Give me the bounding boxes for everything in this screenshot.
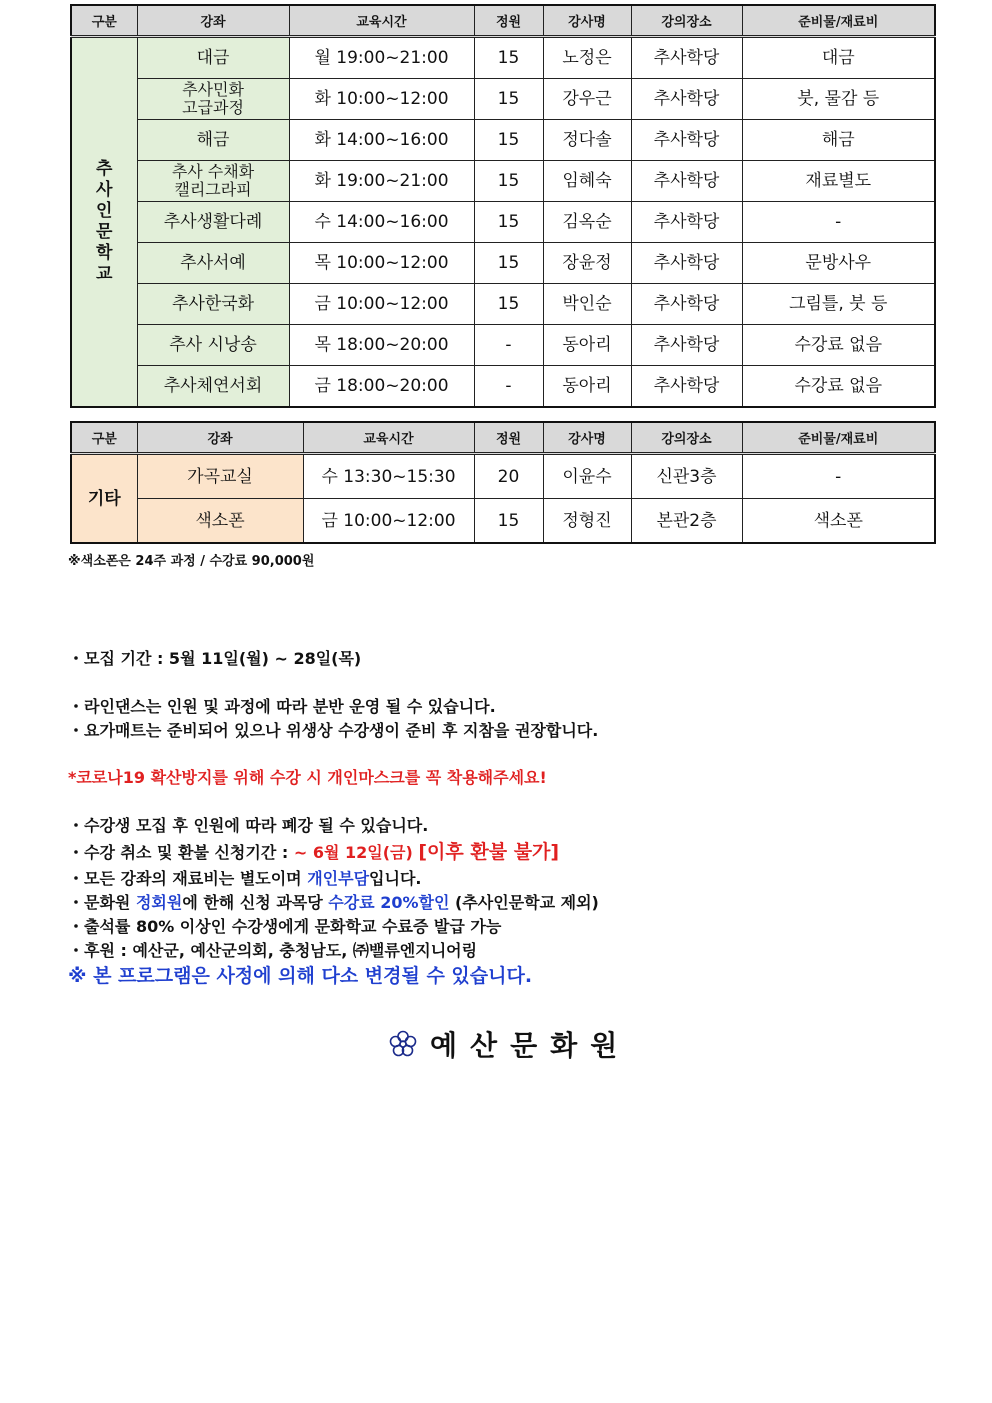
course-instructor: 동아리 <box>543 366 631 408</box>
header-place: 강의장소 <box>631 5 742 37</box>
course-capacity: - <box>474 366 543 408</box>
course-capacity: 15 <box>474 120 543 161</box>
course-time: 수 13:30~15:30 <box>303 454 474 499</box>
header-time: 교육시간 <box>303 422 474 454</box>
table-row <box>71 499 935 544</box>
table-row <box>71 284 935 325</box>
header-category: 구분 <box>71 422 137 454</box>
course-time: 화 10:00~12:00 <box>289 79 474 120</box>
course-time: 목 18:00~20:00 <box>289 325 474 366</box>
course-capacity: 20 <box>474 454 543 499</box>
notice-closure: ・수강생 모집 후 인원에 따라 폐강 될 수 있습니다. <box>68 816 429 835</box>
course-materials: 색소폰 <box>742 499 935 544</box>
course-instructor: 강우근 <box>543 79 631 120</box>
table-row <box>71 454 935 499</box>
notice-member-discount: ・문화원 정회원에 한해 신청 과목당 수강료 20%할인 (추사인문학교 제외) <box>68 893 599 912</box>
notice-line-dance: ・라인댄스는 인원 및 과정에 따라 분반 운영 될 수 있습니다. <box>68 697 496 716</box>
table-row <box>71 79 935 120</box>
course-instructor: 김옥순 <box>543 202 631 243</box>
notice-attendance: ・출석률 80% 이상인 수강생에게 문화학교 수료증 발급 가능 <box>68 917 502 936</box>
header-place: 강의장소 <box>631 422 742 454</box>
course-capacity: 15 <box>474 79 543 120</box>
course-name: 대금 <box>137 37 289 79</box>
header-course: 강좌 <box>137 422 303 454</box>
course-time: 금 18:00~20:00 <box>289 366 474 408</box>
course-materials: 수강료 없음 <box>742 325 935 366</box>
course-time: 금 10:00~12:00 <box>303 499 474 544</box>
category-chusa-humanities: 추 사 인 문 학 교 <box>71 37 137 408</box>
course-instructor: 임혜숙 <box>543 161 631 202</box>
course-instructor: 장윤정 <box>543 243 631 284</box>
course-capacity: 15 <box>474 161 543 202</box>
course-materials: 붓, 물감 등 <box>742 79 935 120</box>
course-name: 해금 <box>137 120 289 161</box>
course-name: 추사생활다례 <box>137 202 289 243</box>
course-materials: 그림틀, 붓 등 <box>742 284 935 325</box>
course-time: 목 10:00~12:00 <box>289 243 474 284</box>
course-place: 추사학당 <box>631 202 742 243</box>
notice-change: ※ 본 프로그램은 사정에 의해 다소 변경될 수 있습니다. <box>68 965 533 987</box>
header-instructor: 강사명 <box>543 5 631 37</box>
course-time: 금 10:00~12:00 <box>289 284 474 325</box>
category-other: 기타 <box>71 454 137 544</box>
course-instructor: 정형진 <box>543 499 631 544</box>
course-capacity: 15 <box>474 243 543 284</box>
course-materials: 수강료 없음 <box>742 366 935 408</box>
course-materials: 문방사우 <box>742 243 935 284</box>
course-table-other <box>70 421 936 544</box>
course-name: 추사한국화 <box>137 284 289 325</box>
course-place: 추사학당 <box>631 284 742 325</box>
course-materials: - <box>742 454 935 499</box>
course-materials: 대금 <box>742 37 935 79</box>
course-instructor: 정다솔 <box>543 120 631 161</box>
table-row <box>71 243 935 284</box>
course-place: 추사학당 <box>631 243 742 284</box>
course-time: 월 19:00~21:00 <box>289 37 474 79</box>
course-place: 추사학당 <box>631 161 742 202</box>
header-materials: 준비물/재료비 <box>742 5 935 37</box>
course-materials: - <box>742 202 935 243</box>
course-capacity: 15 <box>474 284 543 325</box>
course-name: 추사 수채화 캘리그라피 <box>137 161 289 202</box>
table-row <box>71 202 935 243</box>
course-place: 추사학당 <box>631 120 742 161</box>
course-name: 추사 시낭송 <box>137 325 289 366</box>
course-name: 가곡교실 <box>137 454 303 499</box>
course-place: 추사학당 <box>631 79 742 120</box>
course-name: 추사체연서회 <box>137 366 289 408</box>
course-name: 색소폰 <box>137 499 303 544</box>
table-row <box>71 120 935 161</box>
saxophone-note: ※색소폰은 24주 과정 / 수강료 90,000원 <box>68 554 315 569</box>
course-time: 화 19:00~21:00 <box>289 161 474 202</box>
notice-materials: ・모든 강좌의 재료비는 별도이며 개인부담입니다. <box>68 869 422 888</box>
header-category: 구분 <box>71 5 137 37</box>
course-capacity: 15 <box>474 37 543 79</box>
notice-refund: ・수강 취소 및 환불 신청기간 : ~ 6월 12일(금) [이후 환불 불가] <box>68 841 560 863</box>
course-materials: 해금 <box>742 120 935 161</box>
table-row <box>71 366 935 408</box>
course-place: 추사학당 <box>631 325 742 366</box>
table-header-row <box>71 422 935 454</box>
course-table-chusa <box>70 4 936 408</box>
table-row <box>71 161 935 202</box>
course-name: 추사민화 고급과정 <box>137 79 289 120</box>
course-time: 수 14:00~16:00 <box>289 202 474 243</box>
course-capacity: 15 <box>474 499 543 544</box>
notice-period: ・모집 기간 : 5월 11일(월) ~ 28일(목) <box>68 649 362 668</box>
table-row <box>71 325 935 366</box>
notice-sponsors: ・후원 : 예산군, 예산군의회, 충청남도, ㈜밸류엔지니어링 <box>68 941 478 960</box>
table-row <box>71 37 935 79</box>
course-place: 본관2층 <box>631 499 742 544</box>
course-capacity: 15 <box>474 202 543 243</box>
header-materials: 준비물/재료비 <box>742 422 935 454</box>
course-name: 추사서예 <box>137 243 289 284</box>
header-course: 강좌 <box>137 5 289 37</box>
header-capacity: 정원 <box>474 422 543 454</box>
course-instructor: 이윤수 <box>543 454 631 499</box>
course-place: 추사학당 <box>631 366 742 408</box>
course-place: 추사학당 <box>631 37 742 79</box>
organization-footer <box>388 1024 630 1064</box>
course-capacity: - <box>474 325 543 366</box>
course-materials: 재료별도 <box>742 161 935 202</box>
course-time: 화 14:00~16:00 <box>289 120 474 161</box>
course-instructor: 박인순 <box>543 284 631 325</box>
flower-logo-icon <box>388 1029 418 1059</box>
organization-name: 예산문화원 <box>430 1029 631 1062</box>
course-place: 신관3층 <box>631 454 742 499</box>
table-header-row <box>71 5 935 37</box>
course-instructor: 노정은 <box>543 37 631 79</box>
course-instructor: 동아리 <box>543 325 631 366</box>
notice-covid: *코로나19 확산방지를 위해 수강 시 개인마스크를 꼭 착용해주세요! <box>68 768 547 787</box>
header-capacity: 정원 <box>474 5 543 37</box>
header-time: 교육시간 <box>289 5 474 37</box>
notice-yoga: ・요가매트는 준비되어 있으나 위생상 수강생이 준비 후 지참을 권장합니다. <box>68 721 599 740</box>
header-instructor: 강사명 <box>543 422 631 454</box>
